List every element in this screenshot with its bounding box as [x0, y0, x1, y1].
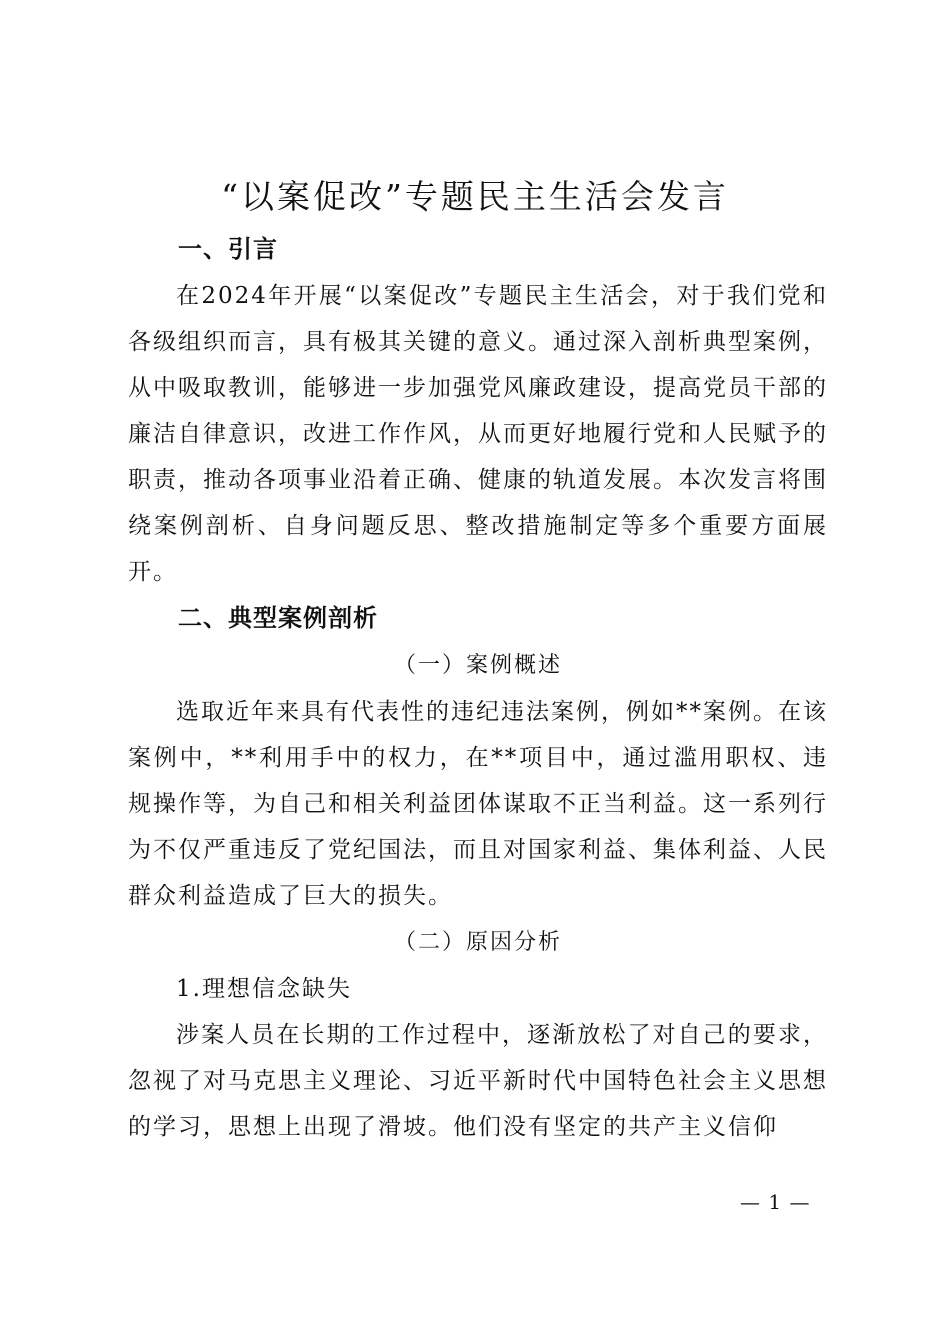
section-heading-intro: 一、引言	[178, 235, 278, 263]
subsection-heading-case-overview: （一）案例概述	[393, 653, 562, 678]
document-title: “以案促改”专题民主生活会发言	[221, 177, 729, 216]
page-number: — 1 —	[740, 1190, 811, 1214]
intro-paragraph: 在2024年开展“以案促改”专题民主生活会，对于我们党和各级组织而言，具有极其关键的意义。通过深入剖析典型案例，从中吸取教训，能够进一步加强党风廉政建设，提高党员干部的廉洁自律意识，改进工作作风，从而更好地履行党和人民赋予的职责，推动各项事业沿着正确、健康的轨道发展。本次发言将围绕案例剖析、自身问题反思、整改措施制定等多个重要方面展开。	[128, 283, 828, 585]
cause-item-heading: 1.理想信念缺失	[176, 976, 352, 1002]
section-heading-case-analysis: 二、典型案例剖析	[178, 604, 378, 632]
subsection-heading-cause-analysis: （二）原因分析	[393, 930, 562, 955]
document-body	[128, 226, 828, 1150]
cause-item-paragraph: 涉案人员在长期的工作过程中，逐渐放松了对自己的要求，忽视了对马克思主义理论、习近平新时代中国特色社会主义思想的学习，思想上出现了滑坡。他们没有坚定的共产主义信仰	[128, 1022, 828, 1140]
case-overview-paragraph: 选取近年来具有代表性的违纪违法案例，例如**案例。在该案例中，**利用手中的权力，在**项目中，通过滥用职权、违规操作等，为自己和相关利益团体谋取不正当利益。这一系列行为不仅严重违反了党纪国法，而且对国家利益、集体利益、人民群众利益造成了巨大的损失。	[128, 699, 828, 909]
